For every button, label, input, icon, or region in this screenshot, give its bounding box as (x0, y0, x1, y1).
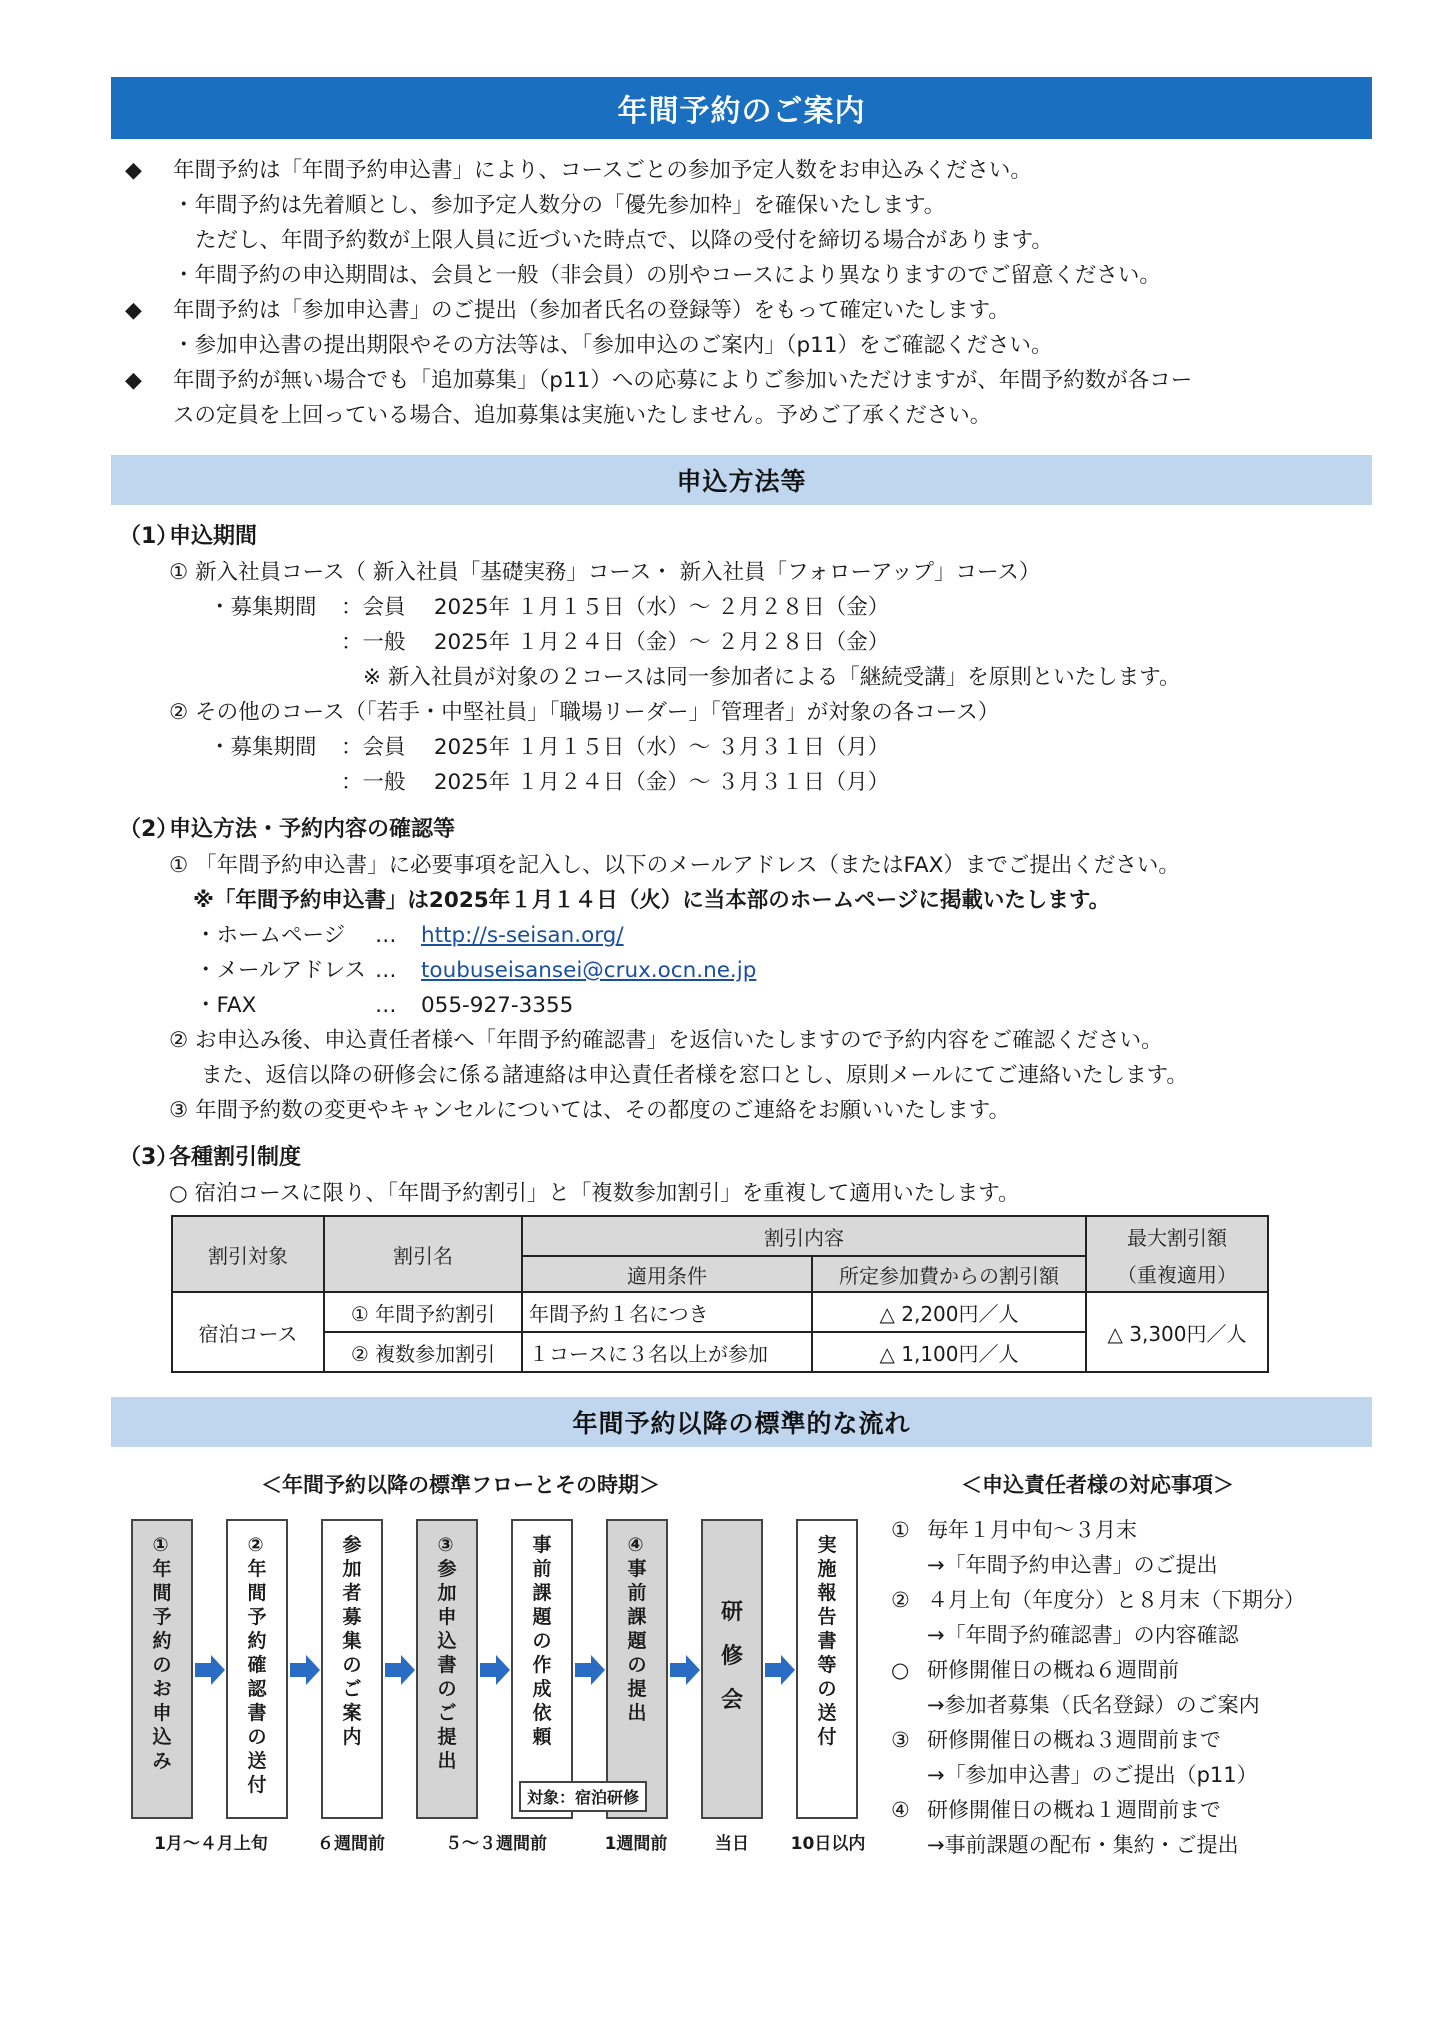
course-1: ① 新入社員コース（ 新入社員「基礎実務」コース・ 新入社員「フォローアップ」コース） (169, 560, 1041, 585)
flow-step-1 (131, 1519, 193, 1819)
dots: … (375, 923, 397, 948)
flow-step-4 (416, 1519, 478, 1819)
section-title-flow: 年間予約以降の標準的な流れ (111, 1397, 1372, 1447)
intro-bullet-1-text: 年間予約は「年間予約申込書」により、コースごとの参加予定人数をお申込みください。 (173, 158, 1032, 183)
dots: … (375, 993, 397, 1018)
resp-when: 研修開催日の概ね６週間前 (927, 1658, 1179, 1682)
email-row (111, 953, 1372, 988)
resp-when: ４月上旬（年度分）と８月末（下期分） (927, 1588, 1305, 1612)
section-3-number: （3） (119, 1145, 179, 1170)
th-amount: 所定参加費からの割引額 (812, 1256, 1086, 1292)
section-2-number: （2） (119, 817, 179, 842)
method-step-3: ③ 年間予約数の変更やキャンセルについては、その都度のご連絡をお願いいたします。 (169, 1098, 1010, 1123)
intro-sub-1: ・年間予約は先着順とし、参加予定人数分の「優先参加枠」を確保いたします。 (173, 193, 946, 218)
intro-bullet-3-line2: スの定員を上回っている場合、追加募集は実施いたしません。予めご了承ください。 (173, 403, 992, 428)
method-step-2: ② お申込み後、申込責任者様へ「年間予約確認書」を返信いたしますので予約内容をご確認ください。 (169, 1028, 1163, 1053)
section-2-heading (111, 812, 1372, 848)
fax-label: ・FAX (195, 993, 257, 1018)
flow-tag-target: 対象：宿泊研修 (519, 1781, 647, 1812)
intro-sub-4: ・参加申込書の提出期限やその方法等は、「参加申込のご案内」（p11）をご確認ください。 (173, 333, 1053, 358)
th-max-1: 最大割引額 (1086, 1216, 1268, 1256)
flow-step-5 (511, 1519, 573, 1819)
course-1-note: ※ 新入社員が対象の２コースは同一参加者による「継続受講」を原則といたします。 (363, 665, 1181, 690)
method-step-1-note: ※「年間予約申込書」は2025年１月１４日（火）に当本部のホームページに掲載いたします。 (193, 888, 1111, 913)
discount-table (171, 1215, 1269, 1373)
cell-amount: △ 2,200円／人 (812, 1292, 1086, 1332)
intro-bullet-3 (111, 363, 1372, 398)
diamond-icon: ◆ (125, 368, 142, 393)
flow-right-title: ＜申込責任者様の対応事項＞ (961, 1473, 1234, 1497)
arrow-right-icon (765, 1655, 795, 1685)
flow-step-8 (796, 1519, 858, 1819)
period-member: ：会員 2025年 １月１５日（水）～ ３月３１日（月） (341, 735, 890, 760)
course-2-period-general: ：一般 2025年 １月２４日（金）～ ３月３１日（月） (341, 770, 890, 795)
discount-intro: ○ 宿泊コースに限り、「年間予約割引」と「複数参加割引」を重複して適用いたします。 (169, 1181, 1020, 1206)
list-item (891, 1653, 1305, 1688)
resp-number: ④ (891, 1798, 910, 1822)
list-item (891, 1513, 1305, 1548)
list-item (891, 1793, 1305, 1828)
period-member: ：会員 2025年 １月１５日（水）～ ２月２８日（金） (341, 595, 890, 620)
flow-step-3 (321, 1519, 383, 1819)
arrow-right-icon (385, 1655, 415, 1685)
course-2: ② その他のコース（「若手・中堅社員」「職場リーダー」「管理者」が対象の各コース） (169, 700, 1000, 725)
course-1-period-general: ：一般 2025年 １月２４日（金）～ ２月２８日（金） (341, 630, 890, 655)
th-max-2: （重複適用） (1086, 1256, 1268, 1292)
diamond-icon: ◆ (125, 298, 142, 323)
flow-timing-4: 1週間前 (604, 1834, 668, 1854)
list-item (891, 1583, 1305, 1618)
resp-action: →「参加申込書」のご提出（p11） (927, 1763, 1258, 1787)
cell-name: ① 年間予約割引 (324, 1292, 522, 1332)
section-1-number: （1） (119, 524, 179, 549)
method-step-1: ① 「年間予約申込書」に必要事項を記入し、以下のメールアドレス（またはFAX）までご提出ください。 (169, 853, 1180, 878)
section-1-heading (111, 519, 1372, 555)
th-name: 割引名 (324, 1216, 522, 1292)
resp-action: →事前課題の配布・集約・ご提出 (927, 1833, 1239, 1857)
dots: … (375, 958, 397, 983)
cell-max: △ 3,300円／人 (1086, 1292, 1268, 1372)
course-1-period-member (111, 590, 1372, 625)
homepage-link[interactable]: http://s-seisan.org/ (421, 923, 624, 948)
cell-name: ② 複数参加割引 (324, 1332, 522, 1372)
section-3-heading (111, 1140, 1372, 1176)
flow-step-6-text: ④ 事 前 課 題 の 提 出 (627, 1534, 647, 1724)
cell-condition: 年間予約１名につき (522, 1292, 812, 1332)
arrow-right-icon (575, 1655, 605, 1685)
resp-action: →「年間予約申込書」のご提出 (927, 1553, 1218, 1577)
homepage-label: ・ホームページ (195, 923, 346, 948)
resp-number: ③ (891, 1728, 910, 1752)
flow-step-4-text: ③ 参 加 申 込 書 の ご 提 出 (437, 1534, 457, 1772)
flow-step-2-text: ② 年 間 予 約 確 認 書 の 送 付 (247, 1534, 267, 1796)
th-condition: 適用条件 (522, 1256, 812, 1292)
course-2-period-member (111, 730, 1372, 765)
section-title-method: 申込方法等 (111, 455, 1372, 505)
flow-step-5-text: 事 前 課 題 の 作 成 依 頼 (532, 1534, 552, 1748)
arrow-right-icon (290, 1655, 320, 1685)
flow-step-8-text: 実 施 報 告 書 等 の 送 付 (817, 1534, 837, 1748)
list-item (891, 1723, 1305, 1758)
flow-step-7 (701, 1519, 763, 1819)
intro-bullet-1 (111, 153, 1372, 188)
period-label: ・募集期間 (209, 735, 317, 760)
email-label: ・メールアドレス (195, 958, 366, 983)
resp-list (891, 1513, 1305, 1863)
resp-number: ② (891, 1588, 910, 1612)
diamond-icon: ◆ (125, 158, 142, 183)
flow-timing-1: 1月～４月上旬 (154, 1834, 268, 1854)
section-3-title: 各種割引制度 (169, 1145, 302, 1170)
homepage-row (111, 918, 1372, 953)
resp-number: ○ (891, 1658, 910, 1682)
method-step-2b: また、返信以降の研修会に係る諸連絡は申込責任者様を窓口とし、原則メールにてご連絡いたします。 (201, 1063, 1188, 1088)
fax-number: 055-927-3355 (421, 993, 574, 1018)
flow-timing-3: ５～３週間前 (445, 1834, 547, 1854)
flow-step-1-text: ① 年 間 予 約 の お 申 込 み (152, 1534, 172, 1772)
cell-amount: △ 1,100円／人 (812, 1332, 1086, 1372)
resp-when: 毎年１月中旬～３月末 (927, 1518, 1137, 1542)
intro-sub-2: ただし、年間予約数が上限人員に近づいた時点で、以降の受付を締切る場合があります。 (195, 228, 1053, 253)
arrow-right-icon (670, 1655, 700, 1685)
flow-step-3-text: 参 加 者 募 集 の ご 案 内 (342, 1534, 362, 1748)
flow-timing-2: ６週間前 (317, 1834, 385, 1854)
intro-bullet-2-text: 年間予約は「参加申込書」のご提出（参加者氏名の登録等）をもって確定いたします。 (173, 298, 1010, 323)
arrow-right-icon (480, 1655, 510, 1685)
intro-bullet-3-line1: 年間予約が無い場合でも「追加募集」（p11）への応募によりご参加いただけますが、年間予約数が各コー (173, 368, 1193, 393)
resp-number: ① (891, 1518, 910, 1542)
flow-timing-5: 当日 (715, 1834, 749, 1854)
flow-step-7-text: 研 修 会 (720, 1600, 743, 1713)
intro-bullet-2 (111, 293, 1372, 328)
intro-sub-3: ・年間予約の申込期間は、会員と一般（非会員）の別やコースにより異なりますのでご留意ください。 (173, 263, 1161, 288)
fax-row (111, 988, 1372, 1023)
resp-when: 研修開催日の概ね３週間前まで (927, 1728, 1221, 1752)
flow-step-2 (226, 1519, 288, 1819)
period-label: ・募集期間 (209, 595, 317, 620)
resp-when: 研修開催日の概ね１週間前まで (927, 1798, 1221, 1822)
email-link[interactable]: toubuseisansei@crux.ocn.ne.jp (421, 958, 757, 983)
cell-target: 宿泊コース (172, 1292, 324, 1372)
resp-action: →参加者募集（氏名登録）のご案内 (927, 1693, 1260, 1717)
flow-timing-6: 10日以内 (790, 1834, 866, 1854)
th-content: 割引内容 (522, 1216, 1086, 1256)
resp-action: →「年間予約確認書」の内容確認 (927, 1623, 1239, 1647)
th-target: 割引対象 (172, 1216, 324, 1292)
page-title: 年間予約のご案内 (111, 77, 1372, 139)
flow-left-title: ＜年間予約以降の標準フローとその時期＞ (261, 1473, 660, 1497)
arrow-right-icon (195, 1655, 225, 1685)
flow-step-6 (606, 1519, 668, 1819)
section-2-title: 申込方法・予約内容の確認等 (169, 817, 456, 842)
section-1-title: 申込期間 (169, 524, 258, 549)
cell-condition: １コースに３名以上が参加 (522, 1332, 812, 1372)
flow-diagram (111, 1455, 1372, 1855)
table-row (172, 1292, 1268, 1332)
page (111, 77, 1372, 1855)
